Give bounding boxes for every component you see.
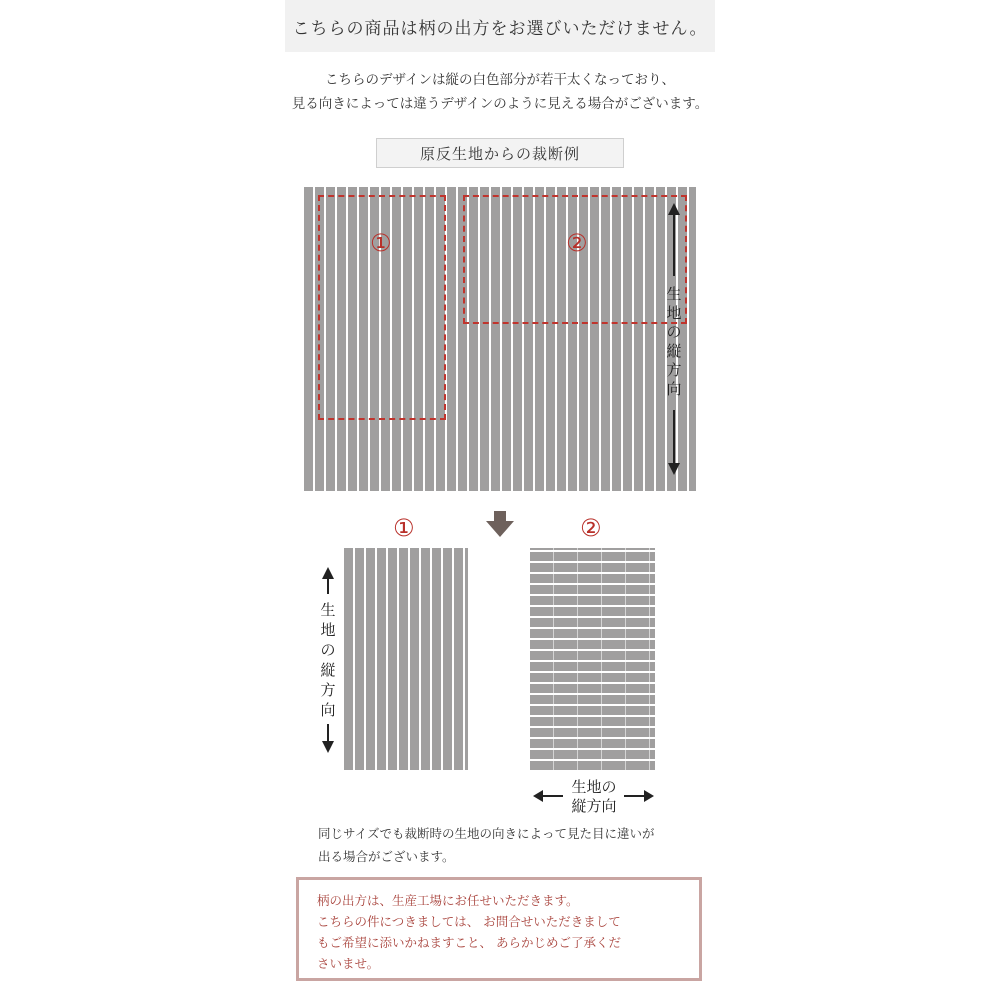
notice-line-2: こちらの件につきましては、 お問合せいただきまして (317, 914, 621, 929)
notice-line-1: 柄の出方は、生産工場にお任せいただきます。 (317, 893, 579, 908)
direction-char: 生 (320, 601, 336, 619)
direction-char: 方 (666, 361, 682, 379)
direction-char: 地 (320, 621, 336, 639)
cut-label-2: ② (566, 229, 588, 257)
direction-label-line-1: 生地の (571, 778, 617, 796)
direction-char: 方 (320, 681, 336, 699)
direction-char: 地 (666, 304, 682, 322)
result-label-1: ① (393, 514, 415, 542)
direction-line-bottom (673, 410, 675, 465)
horizontal-direction-label (562, 778, 626, 816)
section-title (376, 138, 624, 168)
direction-char: 向 (666, 380, 682, 398)
intro-line-1: こちらのデザインは縦の白色部分が若干太くなっており、 (324, 72, 676, 88)
direction-char: 向 (320, 701, 336, 719)
direction-arrow-down-icon (668, 463, 680, 477)
section-title-text: 原反生地からの裁断例 (419, 144, 580, 163)
notice-line-4: さいませ。 (317, 956, 380, 971)
left-direction-line-top (327, 576, 329, 594)
page-banner (285, 0, 715, 52)
result-label-2: ② (580, 514, 602, 542)
horizontal-direction-arrow-left-icon (533, 790, 563, 802)
horizontal-direction-arrow-right-icon (624, 790, 654, 802)
cut-piece-2 (530, 548, 655, 770)
left-direction-label (316, 600, 340, 720)
note-line-2: 出る場合がございます。 (318, 849, 455, 864)
cut-area-2 (463, 195, 687, 324)
fabric-edge (304, 491, 696, 493)
left-direction-arrow-down-icon (322, 741, 334, 755)
intro-line-2: 見る向きによっては違うデザインのように見える場合がございます。 (291, 96, 709, 112)
direction-char: の (320, 641, 336, 659)
note-line-1: 同じサイズでも裁断時の生地の向きによって見た目に違いが (318, 826, 655, 841)
fabric-direction-label (662, 285, 686, 399)
direction-char: の (666, 323, 682, 341)
direction-char: 縦 (320, 661, 336, 679)
direction-char: 縦 (666, 342, 682, 360)
direction-label-line-2: 縦方向 (571, 797, 617, 815)
note-text (318, 822, 728, 868)
cut-piece-1 (344, 548, 468, 770)
notice-line-3: もご希望に添いかねますこと、 あらかじめご了承くだ (317, 935, 621, 950)
direction-line-top (673, 212, 675, 276)
down-arrow-icon (486, 511, 514, 537)
banner-text: こちらの商品は柄の出方をお選びいただけません。 (292, 18, 708, 39)
cut-label-1: ① (370, 229, 392, 257)
direction-char: 生 (666, 285, 682, 303)
notice-box (296, 877, 702, 981)
intro-text (250, 68, 750, 116)
